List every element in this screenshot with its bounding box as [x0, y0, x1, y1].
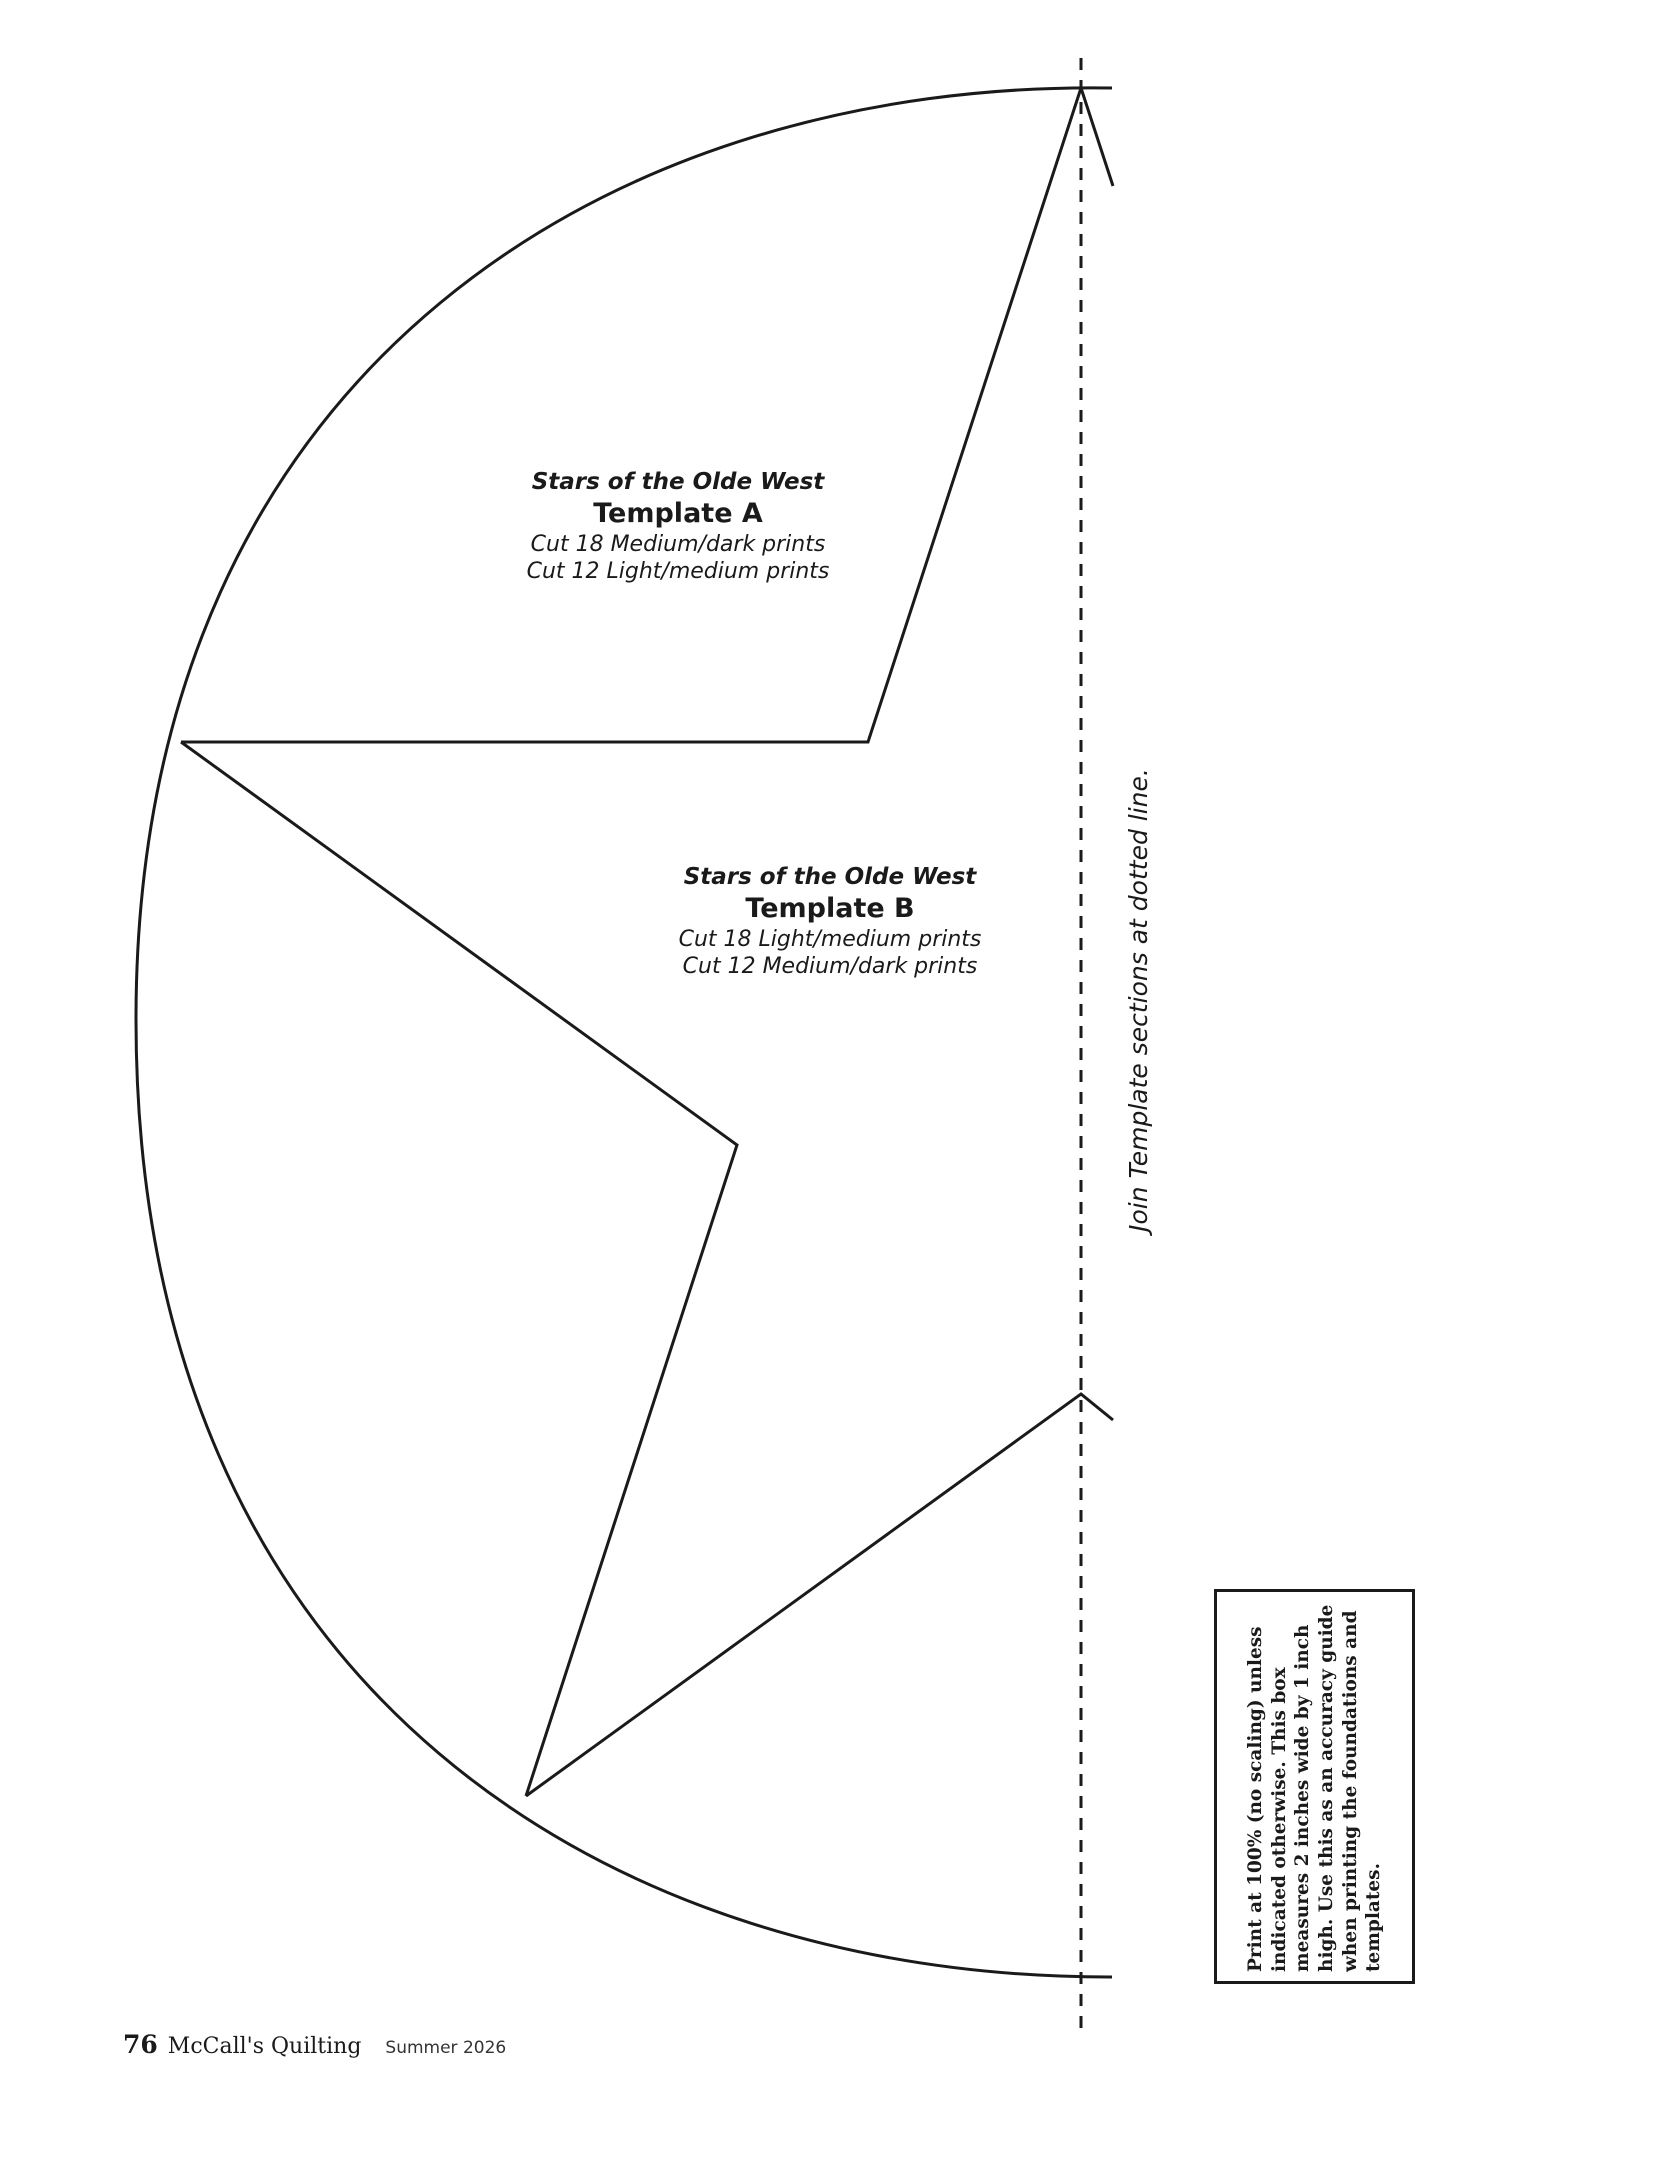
- template-a-point-left: [1081, 88, 1113, 186]
- page-footer: [123, 2030, 506, 2066]
- accuracy-guide-text: Print at 100% (no scaling) unless indicated otherwise. This box measures 2 inches wide by 1 inch high. Use this as an accuracy guide when printing the foundations and templates.: [1244, 1604, 1384, 1972]
- template-b-label: [570, 863, 1090, 981]
- page-number: 76: [123, 2030, 158, 2059]
- magazine-name: McCall's Quilting: [167, 2034, 362, 2059]
- issue-date: Summer 2026: [385, 2038, 507, 2058]
- template-a-label: [418, 468, 938, 586]
- template-a-series: Stars of the Olde West: [531, 469, 825, 495]
- template-b-series: Stars of the Olde West: [683, 864, 977, 890]
- template-a-cut-line: Cut 18 Medium/dark prints: [530, 531, 826, 557]
- accuracy-guide-box: [1214, 1589, 1415, 1984]
- template-b-cut-line: Cut 12 Medium/dark prints: [682, 954, 978, 979]
- template-b-cut-line: Cut 18 Light/medium prints: [678, 926, 982, 952]
- join-instruction: Join Template sections at dotted line.: [1124, 768, 1153, 1232]
- template-b-name: Template B: [745, 892, 915, 924]
- outer-arc: [136, 88, 1112, 1977]
- template-a-outline: [181, 88, 1081, 742]
- template-a-name: Template A: [593, 497, 763, 529]
- template-a-cut-line: Cut 12 Light/medium prints: [526, 559, 830, 584]
- template-lower-outline: [526, 1394, 1113, 1796]
